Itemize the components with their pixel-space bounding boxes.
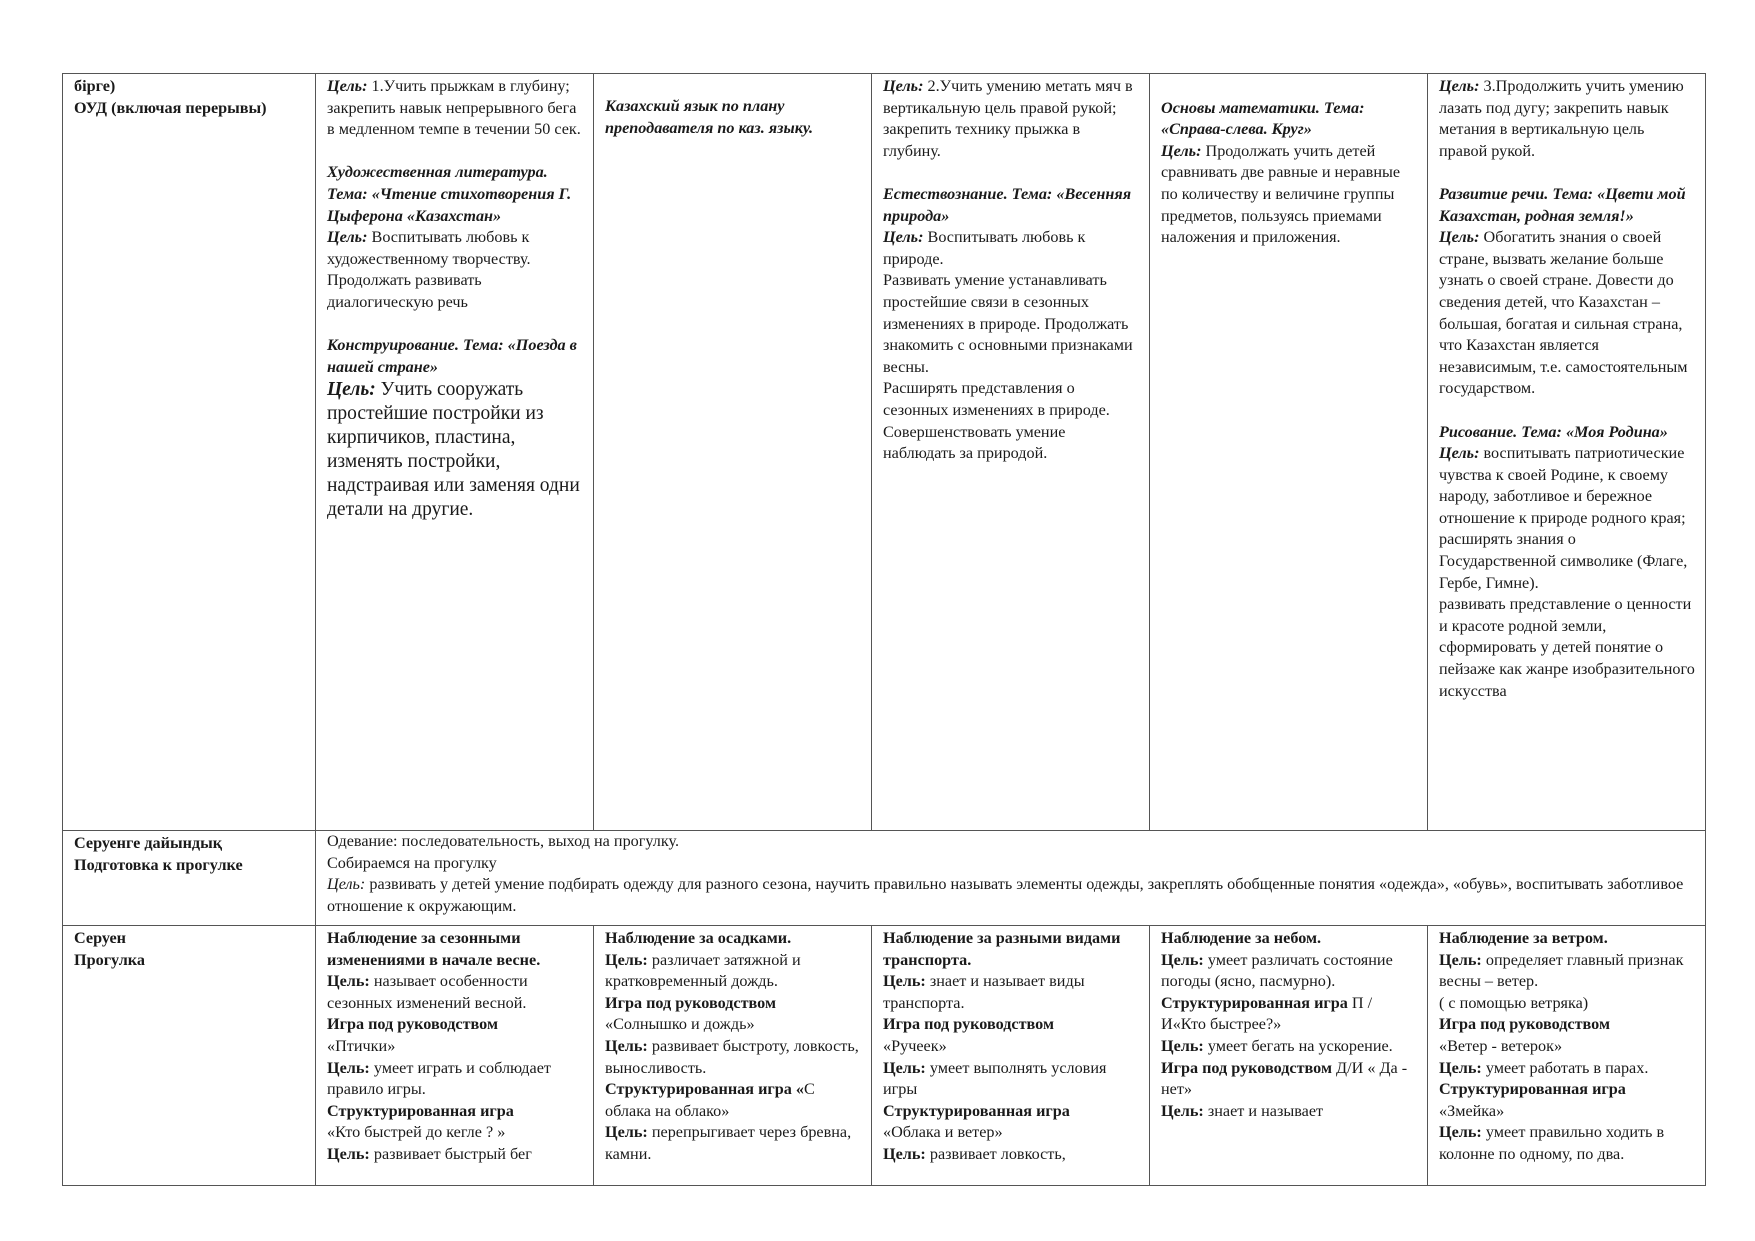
row-oud xyxy=(63,74,1706,831)
walk-item: Игра под руководством xyxy=(1439,1015,1610,1034)
walk-item: Цель: различает затяжной и кратковременный дождь. xyxy=(605,950,801,991)
walk-cell-day1 xyxy=(316,926,594,1186)
walk-item: Наблюдение за сезонными изменениями в начале весне. xyxy=(327,929,541,969)
walk-item: Цель: умеет правильно ходить в колонне по одному, по два. xyxy=(1439,1123,1665,1163)
walk-item: «Ручеек» xyxy=(883,1036,947,1055)
oud-cell-day5 xyxy=(1428,74,1706,831)
walk-item: Цель: знает и называет xyxy=(1161,1101,1324,1120)
walk-item: Структурированная игра П /И«Кто быстрее?» xyxy=(1161,993,1373,1034)
walk-item: Игра под руководством xyxy=(605,993,776,1012)
row-prep xyxy=(63,831,1706,926)
walk-item: Наблюдение за разными видами транспорта. xyxy=(883,929,1121,969)
walk-item: Наблюдение за ветром. xyxy=(1439,929,1608,947)
daily-plan-table xyxy=(62,73,1706,1186)
walk-item: Наблюдение за небом. xyxy=(1161,929,1322,947)
walk-item: «Кто быстрей до кегле ? » xyxy=(327,1123,506,1142)
activity-title: Основы математики. Тема: «Справа-слева. Круг» xyxy=(1161,98,1365,139)
walk-item: Цель: называет особенности сезонных изменений весной. xyxy=(327,972,528,1012)
walk-item: «Ветер - ветерок» xyxy=(1439,1036,1563,1055)
goal-extra: развивать представление о ценности и красоте родной земли, сформировать у детей понятие о пейзаже как жанре изобразительного искусства xyxy=(1439,595,1695,700)
row-walk xyxy=(63,926,1706,1186)
walk-cell-day5 xyxy=(1428,926,1706,1186)
goal-text: Цель: Обогатить знания о своей стране, вызвать желание больше узнать о своей стране. Довести до сведения детей, что Казахстан – большая, богатая и сильная страна, что Казахстан является независимым, т.е. самостоятельным государством. xyxy=(1439,228,1688,398)
walk-item: Цель: знает и называет виды транспорта. xyxy=(883,972,1085,1012)
row-label-line: бірге) xyxy=(74,77,116,95)
goal-text: Цель: 1.Учить прыжкам в глубину; закрепить навык непрерывного бега в медленном темпе в течении 50 сек. xyxy=(327,77,581,139)
walk-cell-day2 xyxy=(594,926,872,1186)
walk-item: Цель: умеет играть и соблюдает правило игры. xyxy=(327,1058,551,1099)
row-label-line: Серуенге дайындық xyxy=(74,834,223,852)
oud-cell-day3 xyxy=(872,74,1150,831)
oud-cell-day2 xyxy=(594,74,872,831)
walk-item: «Птички» xyxy=(327,1036,396,1055)
activity-title: Художественная литература. Тема: «Чтение стихотворения Г. Цыферона «Казахстан» xyxy=(327,163,572,225)
prep-cell xyxy=(316,831,1706,926)
walk-item: Цель: развивает быстрый бег xyxy=(327,1144,532,1163)
row-label-prep xyxy=(63,831,316,926)
goal-text: Цель: Воспитывать любовь к природе. xyxy=(883,228,1086,268)
row-label-oud xyxy=(63,74,316,831)
prep-goal: Цель: развивать у детей умение подбирать одежду для разного сезона, научить правильно называть элементы одежды, закреплять обобщенные понятия «одежда», «обувь», воспитывать заботливое отношение к окружающим. xyxy=(327,875,1684,915)
walk-cell-day4 xyxy=(1150,926,1428,1186)
walk-cell-day3 xyxy=(872,926,1150,1186)
walk-item: «Змейка» xyxy=(1439,1101,1505,1120)
row-label-line: Серуен xyxy=(74,929,126,947)
walk-item: Наблюдение за осадками. xyxy=(605,929,792,947)
activity-title: Казахский язык по плану преподавателя по каз. языку. xyxy=(605,97,814,137)
walk-item: Цель: умеет бегать на ускорение. xyxy=(1161,1036,1393,1055)
walk-item: Цель: умеет выполнять условия игры xyxy=(883,1058,1107,1099)
walk-item: Структурированная игра xyxy=(327,1101,514,1120)
walk-item: Цель: развивает быстроту, ловкость, выносливость. xyxy=(605,1036,859,1077)
walk-item: Цель: перепрыгивает через бревна, камни. xyxy=(605,1123,852,1163)
walk-item: Игра под руководством Д/И « Да - нет» xyxy=(1161,1058,1408,1099)
walk-item: Игра под руководством xyxy=(327,1015,498,1034)
goal-extra: Расширять представления о сезонных изменениях в природе. Совершенствовать умение наблюдать за природой. xyxy=(883,379,1110,463)
activity-title: Естествознание. Тема: «Весенняя природа» xyxy=(883,184,1132,225)
walk-item: «Солнышко и дождь» xyxy=(605,1015,755,1034)
goal-text: Цель: Продолжать учить детей сравнивать две равные и неравные по количеству и величине группы предметов, пользуясь приемами наложения и приложения. xyxy=(1161,141,1401,247)
walk-item: Цель: развивает ловкость, xyxy=(883,1144,1066,1163)
activity-title: Рисование. Тема: «Моя Родина» xyxy=(1439,422,1668,441)
oud-cell-day4 xyxy=(1150,74,1428,831)
goal-extra: Развивать умение устанавливать простейшие связи в сезонных изменениях в природе. Продолжать знакомить с основными признаками весны. xyxy=(883,271,1133,376)
walk-item: ( с помощью ветряка) xyxy=(1439,993,1589,1012)
walk-item: Структурированная игра xyxy=(1439,1080,1626,1099)
walk-item: «Облака и ветер» xyxy=(883,1123,1003,1142)
row-label-line: ОУД (включая перерывы) xyxy=(74,98,267,117)
walk-item: Структурированная игра xyxy=(883,1101,1070,1120)
goal-text: Цель: Воспитывать любовь к художественному творчеству. Продолжать развивать диалогическую речь xyxy=(327,228,531,311)
walk-item: Цель: умеет работать в парах. xyxy=(1439,1058,1649,1077)
walk-item: Цель: умеет различать состояние погоды (ясно, пасмурно). xyxy=(1161,950,1393,991)
goal-text: Цель: 3.Продолжить учить умению лазать под дугу; закрепить навык метания в вертикальную цель правой рукой. xyxy=(1439,77,1684,160)
prep-line: Собираемся на прогулку xyxy=(327,853,497,872)
row-label-line: Прогулка xyxy=(74,950,145,969)
goal-text: Цель: воспитывать патриотические чувства к своей Родине, к своему народу, заботливое и бережное отношение к природе родного края; расширять знания о Государственной символике (Флаге, Гербе, Гимне). xyxy=(1439,444,1688,592)
activity-title: Развитие речи. Тема: «Цвети мой Казахстан, родная земля!» xyxy=(1439,184,1686,225)
goal-text: Цель: 2.Учить умению метать мяч в вертикальную цель правой рукой; закрепить технику прыжка в глубину. xyxy=(883,77,1133,160)
row-label-walk xyxy=(63,926,316,1186)
walk-item: Структурированная игра «С облака на облако» xyxy=(605,1080,815,1120)
walk-item: Игра под руководством xyxy=(883,1015,1054,1034)
row-label-line: Подготовка к прогулке xyxy=(74,855,243,874)
walk-item: Цель: определяет главный признак весны – ветер. xyxy=(1439,950,1684,991)
activity-title: Конструирование. Тема: «Поезда в нашей стране» xyxy=(327,336,577,376)
goal-text: Цель: Учить сооружать простейшие постройки из кирпичиков, пластина, изменять постройки, надстраивая или заменяя одни детали на другие. xyxy=(327,379,580,521)
oud-cell-day1 xyxy=(316,74,594,831)
prep-line: Одевание: последовательность, выход на прогулку. xyxy=(327,832,680,850)
